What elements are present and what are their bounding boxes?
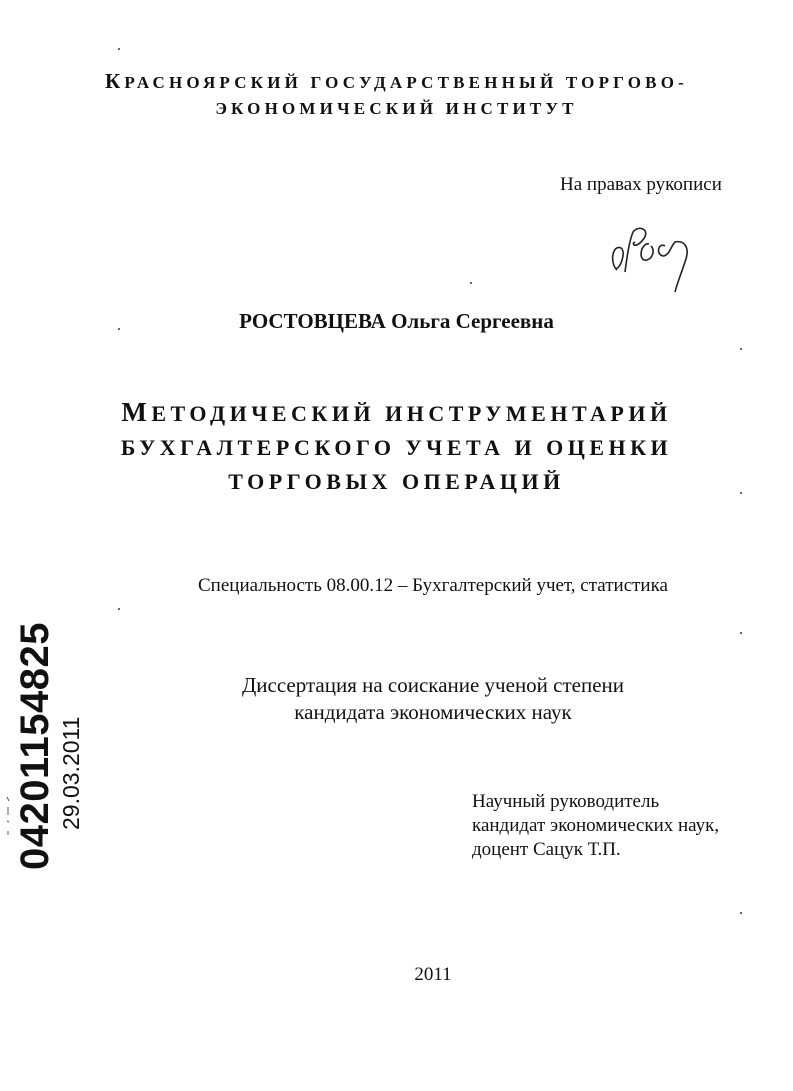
scan-dot <box>740 348 742 350</box>
title-line-1: МЕТОДИЧЕСКИЙ ИНСТРУМЕНТАРИЙ <box>121 397 672 427</box>
specialty: Специальность 08.00.12 – Бухгалтерский учет, статистика <box>198 575 668 596</box>
institution-name <box>0 68 793 122</box>
signature-icon <box>605 222 705 297</box>
scan-dot <box>740 912 742 914</box>
scan-dot <box>740 632 742 634</box>
supervisor-line-1: Научный руководитель <box>472 791 660 812</box>
scan-dot <box>740 492 742 494</box>
rights-notice: На правах рукописи <box>560 174 722 195</box>
title-line-3: ТОРГОВЫХ ОПЕРАЦИЙ <box>228 469 565 494</box>
degree-line-1: Диссертация на соискание ученой степени <box>241 673 625 697</box>
supervisor-line-3: доцент Сацук Т.П. <box>472 839 621 860</box>
scan-dot <box>470 282 472 284</box>
institution-line-2: ЭКОНОМИЧЕСКИЙ ИНСТИТУТ <box>215 99 578 118</box>
library-stamp <box>12 622 84 870</box>
stamp-code: 04201154825 <box>13 622 57 870</box>
dissertation-title <box>0 395 793 499</box>
scan-dot <box>118 608 120 610</box>
institution-line-1: КРАСНОЯРСКИЙ ГОСУДАРСТВЕННЫЙ ТОРГОВО- <box>104 69 688 93</box>
author-name: РОСТОВЦЕВА Ольга Сергеевна <box>239 309 554 333</box>
scan-dot <box>118 328 120 330</box>
supervisor-line-2: кандидат экономических наук, <box>472 815 720 836</box>
stamp-date: 29.03.2011 <box>58 716 84 830</box>
supervisor-block <box>472 790 719 862</box>
scan-dot <box>118 48 120 50</box>
title-line-2: БУХГАЛТЕРСКОГО УЧЕТА И ОЦЕНКИ <box>120 435 673 460</box>
degree-statement <box>0 672 793 726</box>
degree-line-2: кандидата экономических наук <box>294 700 572 724</box>
scan-marks-icon <box>4 795 12 840</box>
year: 2011 <box>414 964 452 985</box>
